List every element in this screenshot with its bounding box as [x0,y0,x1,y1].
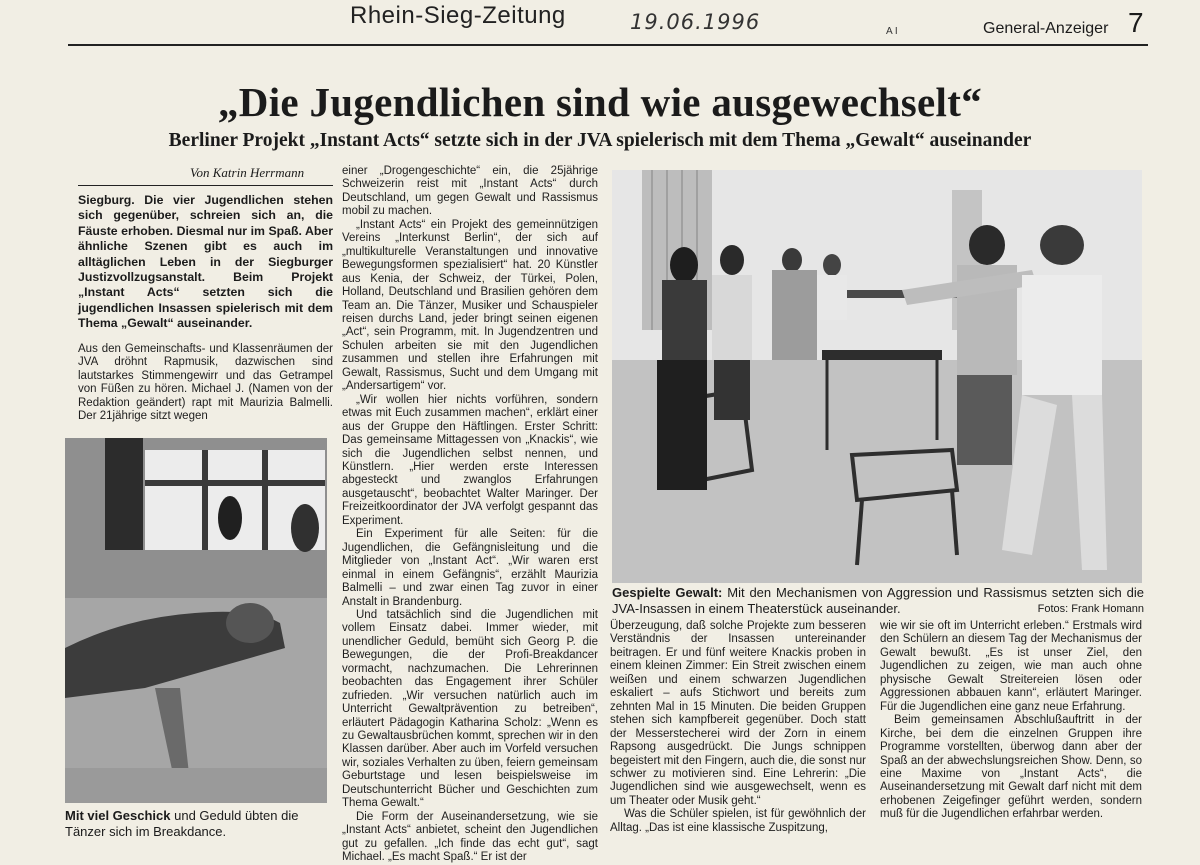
paragraph: Was die Schüler spielen, ist für gewöhnlich der Alltag. „Das ist eine klassische Zuspitzung, [610,808,866,834]
theatre-photo-caption [612,585,1144,617]
paragraph: einer „Drogengeschichte“ ein, die 25jährige Schweizerin reist mit „Instant Acts“ durch Deutschland, um gegen Gewalt und Rassismus mobil zu machen. [342,165,598,218]
paragraph: Ein Experiment für alle Seiten: für die Jugendlichen, die Gefängnisleitung und die Mitglieder von „Instant Act“. „Wir waren erst einmal in einem Gefängnis“, erzählt Maurizia Balmelli – und zwar einen Tag zuvor in einer Anstalt in Brandenburg. [342,528,598,608]
paragraph: „Instant Acts“ ein Projekt des gemeinnützigen Vereins „Interkunst Berlin“, der sich auf „multikulturelle Veranstaltungen und innovative Bewegungsformen spezialisiert“ hat. 20 Künstler aus Kenia, der Schweiz, der Türkei, Polen, Holland, Deutschland und Brasilien gehören dem Team an. Die Tänzer, Musiker und Schauspieler reisen durchs Land, jeder bringt seinen eigenen „Act“, sein Programm, mit. In Jugendzentren und Schulen arbeiten sie mit den Jugendlichen zusammen und stellen ihre Erfahrungen mit Gewalt, Rassismus, Sucht und dem Umgang mit „Andersartigem“ vor. [342,218,598,393]
breakdance-photo-caption [65,808,330,840]
lead-paragraph: Siegburg. Die vier Jugendlichen stehen sich gegenüber, schreien sich an, die Fäuste erhoben. Diesmal nur im Spaß. Aber ähnliche Szenen gibt es auch im alltäglichen Leben in der Siegburger Justizvollzugsanstalt. Beim Projekt „Instant Acts“ setzten sich die jugendlichen Insassen spielerisch mit dem Thema „Gewalt“ auseinander. [78,193,333,331]
body-column-1 [78,343,333,424]
page-number: 7 [1128,7,1144,38]
paragraph: Beim gemeinsamen Abschlußauftritt in der Kirche, bei dem die einzelnen Gruppen ihre Programme vorstellten, überwog dann aber der Spaß an der abwechslungsreichen Show. Denn, so eine Maxime von „Instant Acts“, die Auseinandersetzung mit Gewalt darf nicht mit dem erhobenen Zeigefinger geführt werden, sondern muß für die Jugendlichen erfahrbar werden. [880,714,1142,821]
masthead-rule [68,44,1148,46]
paragraph: Überzeugung, daß solche Projekte zum besseren Verständnis der Insassen untereinander beitragen. Er und fünf weitere Knackis proben in einem kleinen Zimmer: Ein Streit zwischen einem weißen und einem schwarzen Jugendlichen eskaliert – aufs Stichwort und bereits zum zehnten Mal in 15 Minuten. Die beiden Gruppen stehen sich kampfbereit gegenüber. Doch statt der Messerstecherei wird der Zorn in einem Rapsong ausgedrückt. Die Jungs schnippen begeistert mit den Fingern, auch die, die sonst nur schwer zu motivieren sind. Eine Lehrerin: „Die Jugendlichen sind wie ausgewechselt, wenn es um Theater oder Musik geht.“ [610,620,866,807]
byline: Von Katrin Herrmann [190,165,305,180]
article-subheadline: Berliner Projekt „Instant Acts“ setzte sich in der JVA spielerisch mit dem Thema „Gewalt“ auseinander [168,130,1032,151]
breakdance-photo [65,438,327,803]
paragraph: „Wir wollen hier nichts vorführen, sondern etwas mit Euch zusammen machen“, erklärt einer aus der Gruppe den Häftlingen. Erster Schritt: Das gemeinsame Mittagessen von „Knackis“, wie sich die Jugendlichen selbst nennen, und Künstlern. „Hier werden erste Interessen abgesteckt und zwanglos Erfahrungen ausgetauscht“, beobachtet Walter Maringer. Der Freizeitkoordinator der JVA verfolgt gespannt das Experiment. [342,393,598,527]
newspaper-section-title: Rhein-Sieg-Zeitung [350,2,566,29]
caption-bold-lead: Gespielte Gewalt: [612,585,723,600]
body-column-4 [880,620,1142,822]
caption-text: Mit den Mechanismen von Aggression und Rassismus setzten sich die JVA-Insassen in einem Theaterstück auseinander. [612,585,1144,616]
caption-text: und Geduld übten die Tänzer sich im Breakdance. [65,808,299,839]
article-headline: „Die Jugendlichen sind wie ausgewechselt“ [218,79,982,125]
body-column-2 [342,165,598,865]
caption-bold-lead: Mit viel Geschick [65,808,171,823]
theatre-scene-photo [612,170,1142,583]
paragraph: Aus den Gemeinschafts- und Klassenräumen der JVA dröhnt Rapmusik, dazwischen sind lautstarkes Stimmengewirr und das Getrampel von Füßen zu hören. Michael J. (Namen von der Redaktion geändert) rapt mit Maurizia Balmelli. Der 21jährige sitzt wegen [78,343,333,423]
paragraph: Die Form der Auseinandersetzung, wie sie „Instant Acts“ anbietet, scheint den Jugendlichen gut zu gefallen. „Ich finde das echt gut“, sagt Michael. „Es macht Spaß.“ Er ist der [342,810,598,864]
newspaper-name: General-Anzeiger [983,20,1109,37]
body-column-3 [610,620,866,835]
byline-rule [78,185,333,186]
handwritten-date: 19.06.1996 [630,10,761,34]
paragraph: Und tatsächlich sind die Jugendlichen mit vollem Einsatz dabei. Immer wieder, mit unendlicher Geduld, bemüht sich Georg P. die Bewegungen, die der Profi-Breakdancer vormacht, nachzumachen. Die Lehrerinnen beobachten das Engagement ihrer Schüler zufrieden. „Wir versuchen natürlich auch im Unterricht Gewaltprävention zu betreiben“, erläutert Pädagogin Katharina Scholz: „Wenn es zu Gewaltausbrüchen kommt, sprechen wir in den Klassen darüber. Aber auch im Vorfeld versuchen wir, soziales Verhalten zu üben, feiern gemeinsam Geburtstage und lesen beispielsweise im Deutschunterricht Bücher und Geschichten zum Thema Gewalt.“ [342,608,598,810]
edition-mark: A I [886,26,898,37]
photo-credit: Fotos: Frank Homann [1037,603,1144,615]
paragraph: wie wir sie oft im Unterricht erleben.“ Erstmals wird den Schülern an diesem Tag der Mechanismus der Gewalt bewußt. „Es ist unser Ziel, den Jugendlichen zu zeigen, wie man auch ohne physische Gewalt Streitereien lösen oder Aggressionen abbauen kann“, erläutert Maringer. Für die Jugendlichen eine ganz neue Erfahrung. [880,620,1142,713]
